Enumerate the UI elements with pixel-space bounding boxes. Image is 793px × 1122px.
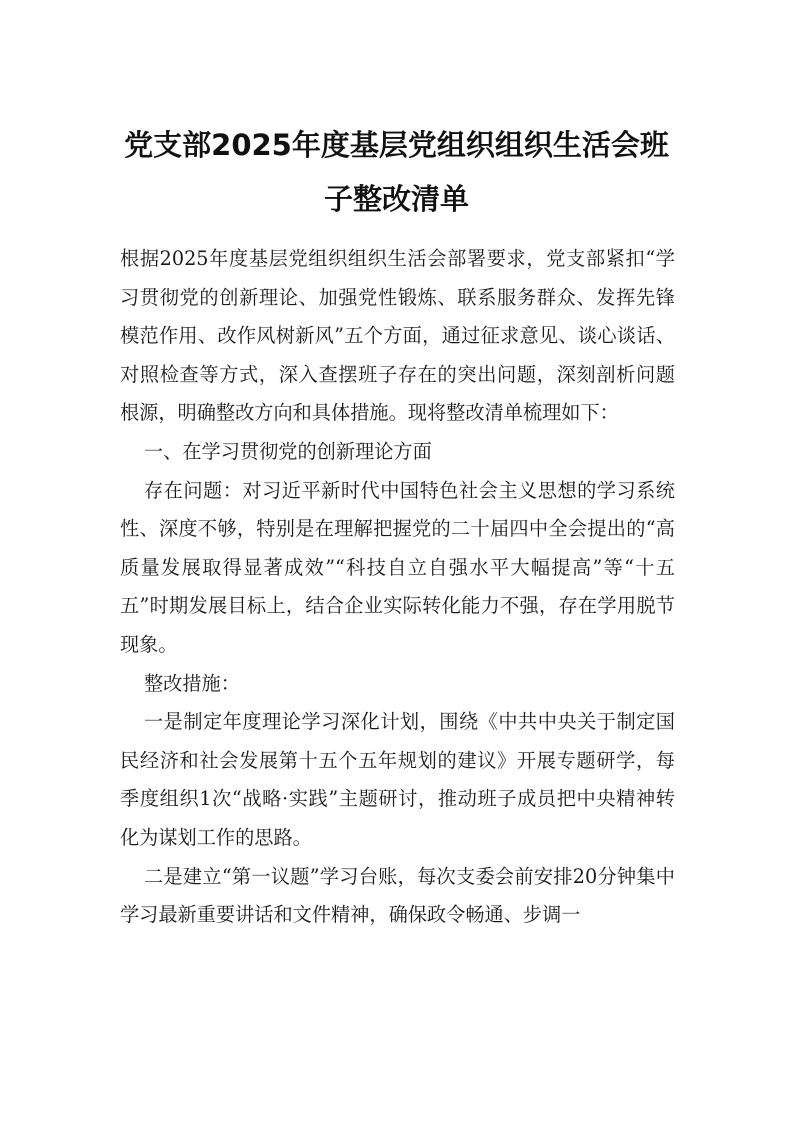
measure-two-paragraph: 二是建立“第一议题”学习台账，每次支委会前安排20分钟集中学习最新重要讲话和文件精神，确保政令畅通、步调一 [120,864,675,927]
section-heading: 一、在学习贯彻党的创新理论方面 [144,439,432,463]
document-title: 党支部2025年度基层党组织组织生活会班子整改清单 [124,128,669,216]
intro-paragraph: 根据2025年度基层党组织组织生活会部署要求，党支部紧扣“学习贯彻党的创新理论、加强党性锻炼、联系服务群众、发挥先锋模范作用、改作风树新风”五个方面，通过征求意见、谈心谈话、对照检查等方式，深入查摆班子存在的突出问题，深刻剖析问题根源，明确整改方向和具体措施。现将整改清单梳理如下： [120,247,675,425]
document-body [120,240,675,935]
problem-paragraph: 存在问题：对习近平新时代中国特色社会主义思想的学习系统性、深度不够，特别是在理解把握党的二十届四中全会提出的“高质量发展取得显著成效”“科技自立自强水平大幅提高”等“十五五”时期发展目标上，结合企业实际转化能力不强，存在学用脱节现象。 [120,478,675,656]
measures-label: 整改措施： [144,671,240,695]
measure-one-paragraph: 一是制定年度理论学习深化计划，围绕《中共中央关于制定国民经济和社会发展第十五个五年规划的建议》开展专题研学，每季度组织1次“战略·实践”主题研讨，推动班子成员把中央精神转化为谋划工作的思路。 [120,710,675,849]
